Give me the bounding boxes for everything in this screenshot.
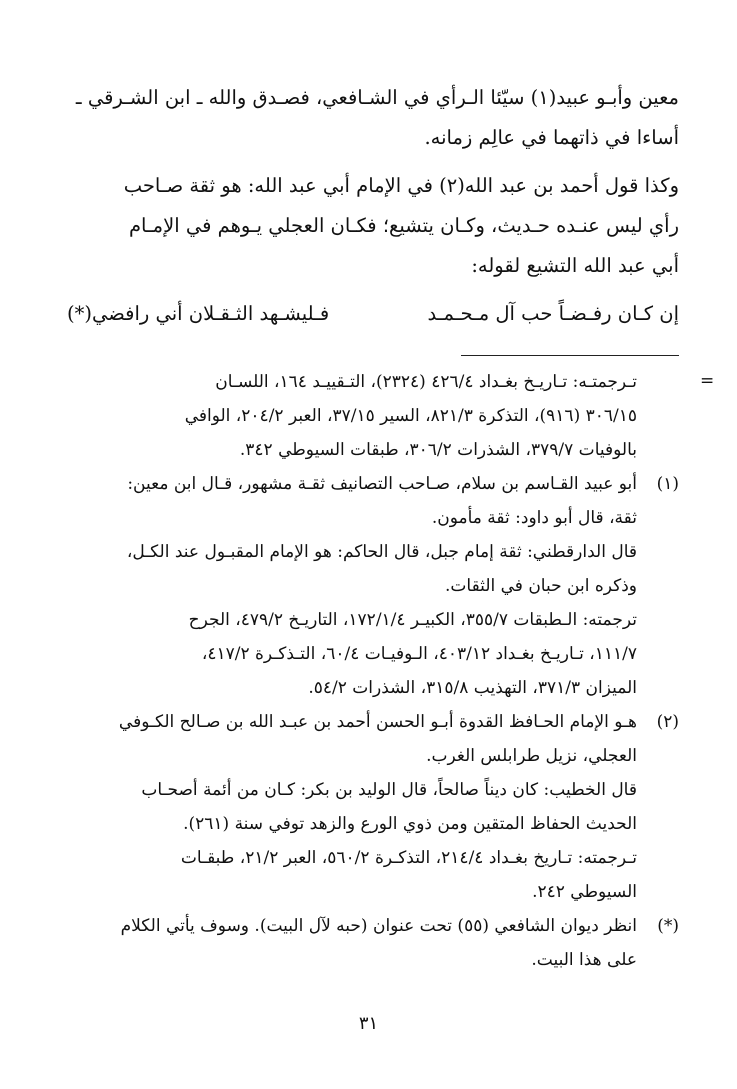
footnote-line: هـو الإمام الحـافظ القدوة أبـو الحسن أحمد بن عبـد الله بن صـالح الكـوفي xyxy=(118,712,637,732)
footnote-line: قال الخطيب: كان ديناً صالحاً، قال الوليد بن بكر: كـان من أئمة أصحـاب xyxy=(141,780,637,800)
footnote-line: انظر ديوان الشافعي (٥٥) تحت عنوان (حبه لآل البيت). وسوف يأتي الكلام xyxy=(120,916,637,936)
footnote-marker xyxy=(637,365,679,467)
text-line: وكذا قول أحمد بن عبد الله(٢) في الإمام أبي عبد الله: هو ثقة صـاحب xyxy=(123,174,679,197)
footnote-line: تـرجمته: تـاريخ بغـداد ٢١٤/٤، التذكـرة ٥٦٠/٢، العبر ٢١/٢، طبقـات xyxy=(180,848,637,868)
footnote-line: الحديث الحفاظ المتقين ومن ذوي الورع والزهد توفي سنة (٢٦١). xyxy=(183,814,637,834)
text-line: رأي ليس عنـده حـديث، وكـان يتشيع؛ فكـان العجلي يـوهم في الإمـام xyxy=(128,214,679,237)
footnotes xyxy=(57,365,679,977)
footnote-2 xyxy=(57,705,679,909)
footnote-marker: (٢) xyxy=(656,712,679,732)
verse-first-hemistich: إن كـان رفـضـاً حب آل مـحـمـد xyxy=(427,302,679,325)
continuation-mark: = xyxy=(700,371,715,391)
footnote-continued xyxy=(57,365,679,467)
main-text xyxy=(67,78,679,334)
text-line: معين وأبـو عبيد(١) سيّئا الـرأي في الشـافعي، فصـدق والله ـ ابن الشـرقي ـ xyxy=(75,86,679,109)
footnote-line: ثقة، قال أبو داود: ثقة مأمون. xyxy=(431,508,637,528)
footnote-marker: (١) xyxy=(656,474,679,494)
footnote-asterisk xyxy=(57,909,679,977)
text-line: أساءا في ذاتهما في عالِم زمانه. xyxy=(424,126,679,149)
text-line: أبي عبد الله التشيع لقوله: xyxy=(471,254,679,277)
footnote-line: تـرجمتـه: تـاريـخ بغـداد ٤٢٦/٤ (٢٣٢٤)، التـقييـد ١٦٤، اللسـان xyxy=(215,372,637,392)
footnote-line: الميزان ٣٧١/٣، التهذيب ٣١٥/٨، الشذرات ٥٤/٢. xyxy=(308,678,637,698)
footnote-line: قال الدارقطني: ثقة إمام جبل، قال الحاكم: هو الإمام المقبـول عند الكـل، xyxy=(126,542,637,562)
footnote-line: وذكره ابن حبان في الثقات. xyxy=(445,576,637,596)
page-number: ٣١ xyxy=(358,1013,379,1034)
footnote-line: السيوطي ٢٤٢. xyxy=(532,882,637,902)
footnote-marker: (*) xyxy=(657,916,679,936)
paragraph-1 xyxy=(67,78,679,158)
poetry-verse xyxy=(67,294,679,334)
footnote-line: ٣٠٦/١٥ (٩١٦)، التذكرة ٨٢١/٣، السير ٣٧/١٥، العبر ٢٠٤/٢، الوافي xyxy=(184,406,637,426)
paragraph-2 xyxy=(67,166,679,286)
footnote-line: بالوفيات ٣٧٩/٧، الشذرات ٣٠٦/٢، طبقات السيوطي ٣٤٢. xyxy=(239,440,637,460)
footnote-line: أبو عبيد القـاسم بن سلام، صـاحب التصانيف ثقـة مشهور، قـال ابن معين: xyxy=(127,474,637,494)
footnote-line: على هذا البيت. xyxy=(531,950,637,970)
footnote-line: ١١١/٧، تـاريـخ بغـداد ٤٠٣/١٢، الـوفيـات ٦٠/٤، التـذكـرة ٤١٧/٢، xyxy=(201,644,637,664)
footnote-line: ترجمته: الـطبقات ٣٥٥/٧، الكبيـر ١٧٢/١/٤، التاريـخ ٤٧٩/٢، الجرح xyxy=(188,610,637,630)
footnote-separator xyxy=(461,355,679,356)
footnote-1 xyxy=(57,467,679,705)
footnote-line: العجلي، نزيل طرابلس الغرب. xyxy=(426,746,637,766)
verse-second-hemistich: فـليشـهد الثـقـلان أني رافضي(*) xyxy=(67,302,330,325)
